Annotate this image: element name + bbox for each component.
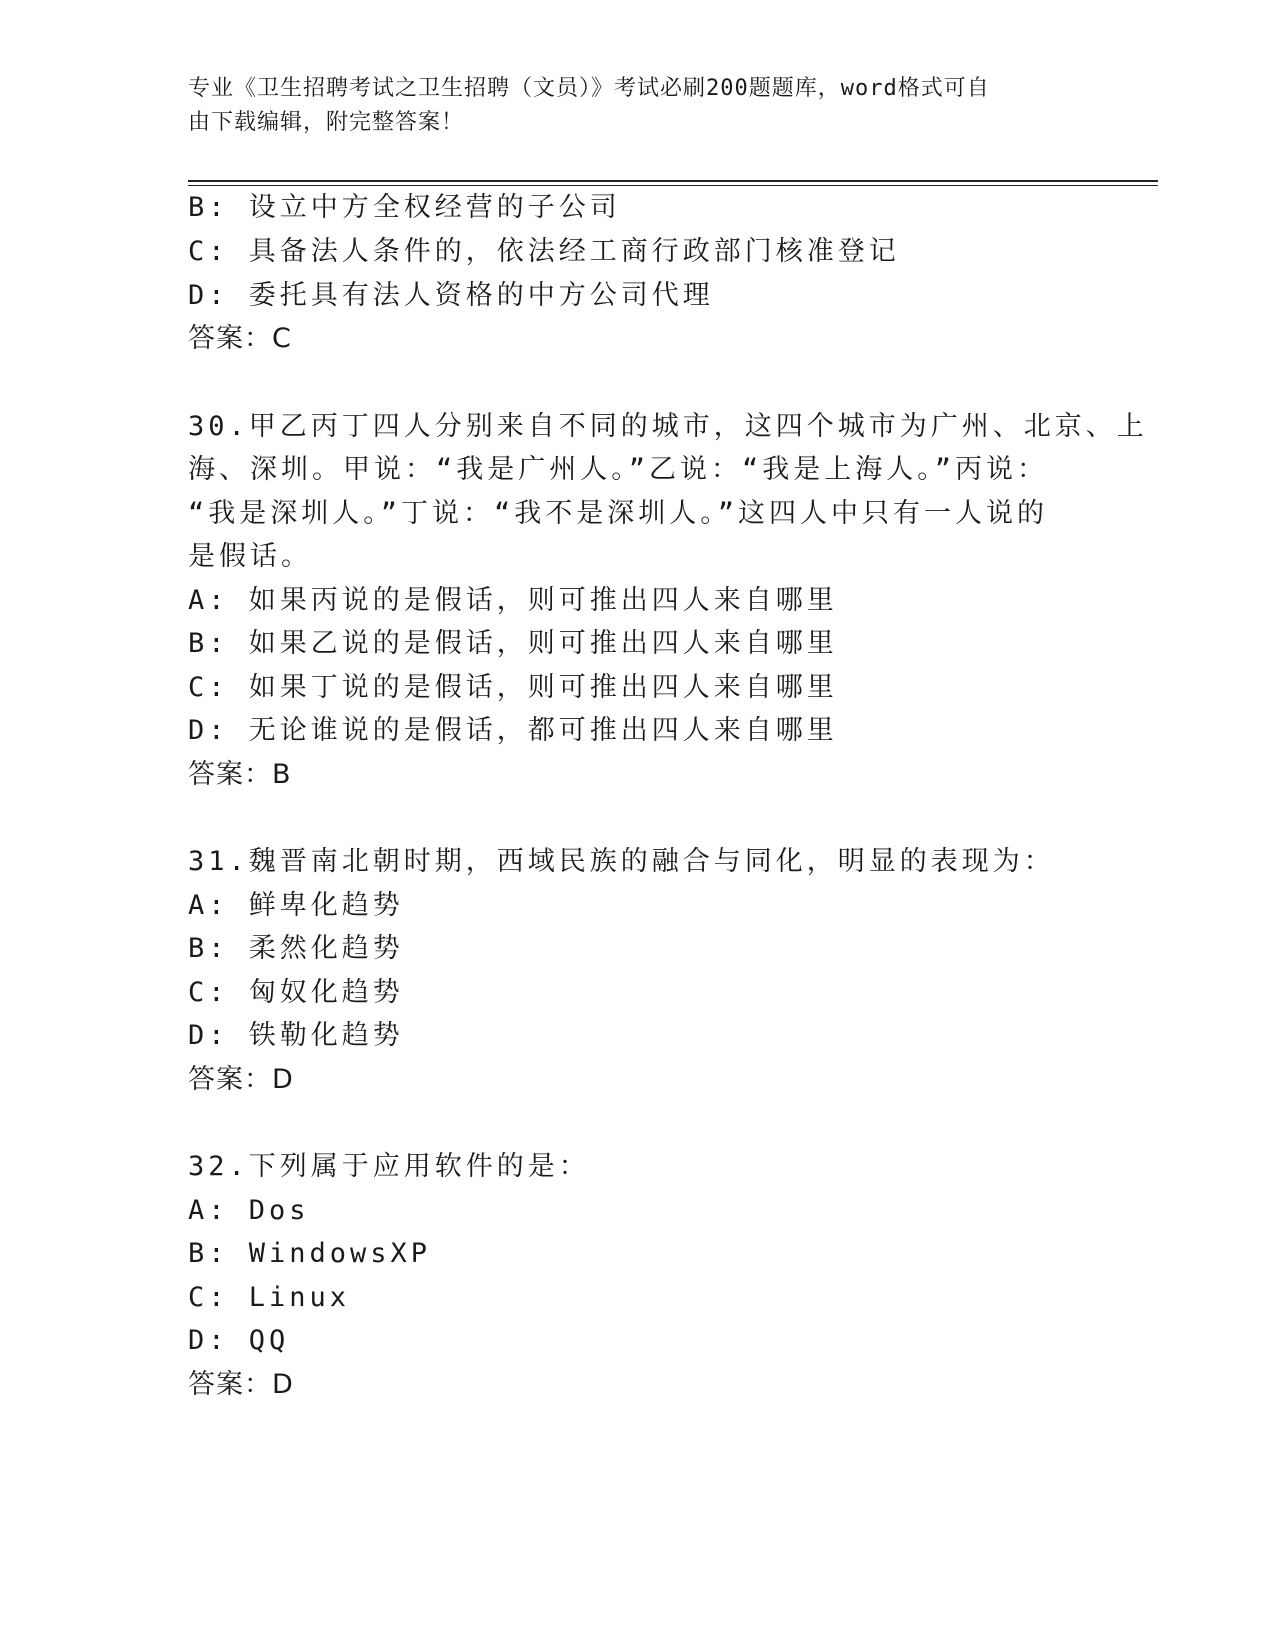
q30-stem-line-1: 30.甲乙丙丁四人分别来自不同的城市，这四个城市为广州、北京、上: [188, 411, 1148, 442]
prev-option-c: C: 具备法人条件的，依法经工商行政部门核准登记: [188, 236, 900, 267]
q32-answer: 答案：D: [188, 1369, 294, 1400]
header-divider-thin: [188, 185, 1158, 186]
header-line-1: 专业《卫生招聘考试之卫生招聘（文员）》考试必刷200题题库，word格式可自: [188, 76, 990, 101]
q32-option-b: B: WindowsXP: [188, 1238, 432, 1269]
q30-stem-line-4: 是假话。: [188, 541, 312, 572]
q30-stem-line-3: “我是深圳人。”丁说：“我不是深圳人。”这四人中只有一人说的: [188, 498, 1049, 529]
prev-option-d: D: 委托具有法人资格的中方公司代理: [188, 280, 714, 311]
prev-answer: 答案：C: [188, 323, 292, 354]
q31-answer: 答案：D: [188, 1064, 294, 1095]
q30-option-b: B: 如果乙说的是假话，则可推出四人来自哪里: [188, 628, 838, 659]
q32-option-d: D: QQ: [188, 1325, 290, 1356]
q31-option-a: A: 鲜卑化趋势: [188, 890, 404, 921]
q30-stem-line-2: 海、深圳。甲说：“我是广州人。”乙说：“我是上海人。”丙说：: [188, 454, 1049, 485]
prev-option-b: B: 设立中方全权经营的子公司: [188, 192, 621, 223]
q30-answer: 答案：B: [188, 759, 292, 790]
q30-option-c: C: 如果丁说的是假话，则可推出四人来自哪里: [188, 672, 838, 703]
document-header: [188, 72, 1088, 140]
q31-stem: 31.魏晋南北朝时期，西域民族的融合与同化，明显的表现为：: [188, 846, 1055, 877]
q32-option-c: C: Linux: [188, 1282, 351, 1313]
q32-option-a: A: Dos: [188, 1195, 310, 1226]
q31-option-b: B: 柔然化趋势: [188, 933, 404, 964]
header-divider-thick: [188, 180, 1158, 182]
header-line-2: 由下载编辑，附完整答案！: [188, 110, 465, 135]
q30-option-a: A: 如果丙说的是假话，则可推出四人来自哪里: [188, 585, 838, 616]
q31-option-c: C: 匈奴化趋势: [188, 977, 404, 1008]
q32-stem: 32.下列属于应用软件的是：: [188, 1151, 590, 1182]
q30-option-d: D: 无论谁说的是假话，都可推出四人来自哪里: [188, 715, 838, 746]
q31-option-d: D: 铁勒化趋势: [188, 1020, 404, 1051]
